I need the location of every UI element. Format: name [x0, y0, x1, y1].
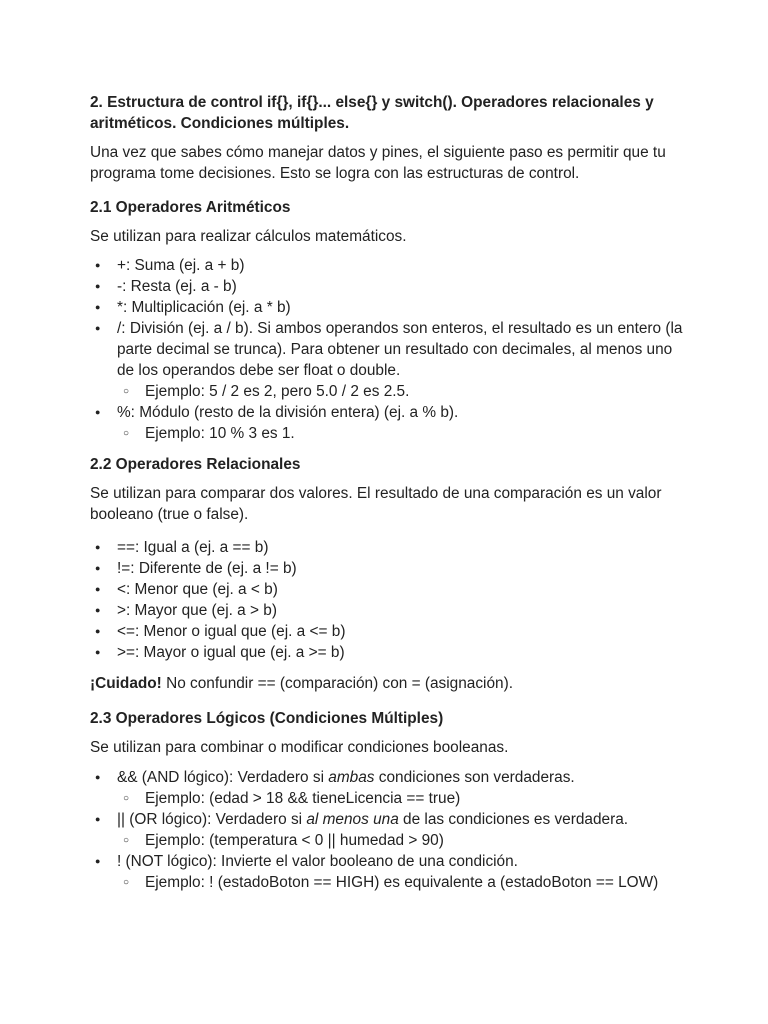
sub-list-item: ○ Ejemplo: ! (estadoBoton == HIGH) es equivalente a (estadoBoton == LOW) — [117, 872, 690, 893]
list-item: ● *: Multiplicación (ej. a * b) — [90, 297, 690, 318]
sub-list-item: ○ Ejemplo: 10 % 3 es 1. — [117, 423, 690, 444]
list-item: ● <=: Menor o igual que (ej. a <= b) — [90, 621, 690, 642]
section-description-logical: Se utilizan para combinar o modificar condiciones booleanas. — [90, 739, 509, 756]
section-heading-arithmetic: 2.1 Operadores Aritméticos — [90, 199, 291, 216]
sub-list — [117, 872, 690, 893]
list-item: ● >: Mayor que (ej. a > b) — [90, 600, 690, 621]
list-item: ● >=: Mayor o igual que (ej. a >= b) — [90, 642, 690, 663]
sub-list-item: ○ Ejemplo: 5 / 2 es 2, pero 5.0 / 2 es 2.5. — [117, 381, 690, 402]
list-item: ● ! (NOT lógico): Invierte el valor booleano de una condición. ○ Ejemplo: ! (estadoBoton == HIGH) es equivalente a (estadoBoton == LOW) — [90, 851, 690, 893]
sub-list — [117, 423, 690, 444]
sub-list — [117, 830, 690, 851]
list-item: ● -: Resta (ej. a - b) — [90, 276, 690, 297]
sub-list — [117, 788, 690, 809]
relational-operator-list — [90, 537, 690, 663]
list-item: ● +: Suma (ej. a + b) — [90, 255, 690, 276]
warning-text: No confundir == (comparación) con = (asignación). — [161, 675, 513, 692]
section-heading-logical: 2.3 Operadores Lógicos (Condiciones Múltiples) — [90, 710, 444, 727]
sub-list-item: ○ Ejemplo: (edad > 18 && tieneLicencia == true) — [117, 788, 690, 809]
document-title: 2. Estructura de control if{}, if{}... else{} y switch(). Operadores relacionales y aritméticos. Condiciones múltiples. — [90, 94, 654, 132]
list-item: ● || (OR lógico): Verdadero si al menos una de las condiciones es verdadera. ○ Ejemplo: (temperatura < 0 || humedad > 90) — [90, 809, 690, 851]
section-description-relational: Se utilizan para comparar dos valores. El resultado de una comparación es un valor booleano (true o false). — [90, 485, 662, 523]
sub-list — [117, 381, 690, 402]
logical-operator-list — [90, 767, 690, 893]
section-description-arithmetic: Se utilizan para realizar cálculos matemáticos. — [90, 228, 407, 245]
warning-note — [90, 673, 690, 694]
list-item: ● /: División (ej. a / b). Si ambos operandos son enteros, el resultado es un entero (la parte decimal se trunca). Para obtener un resultado con decimales, al menos uno de los operandos debe ser float o double. ○ Ejemplo: 5 / 2 es 2, pero 5.0 / 2 es 2.5. — [90, 318, 690, 402]
list-item: ● %: Módulo (resto de la división entera) (ej. a % b). ○ Ejemplo: 10 % 3 es 1. — [90, 402, 690, 444]
section-heading-relational: 2.2 Operadores Relacionales — [90, 456, 301, 473]
list-item: ● <: Menor que (ej. a < b) — [90, 579, 690, 600]
list-item: ● ==: Igual a (ej. a == b) — [90, 537, 690, 558]
intro-paragraph: Una vez que sabes cómo manejar datos y pines, el siguiente paso es permitir que tu programa tome decisiones. Esto se logra con las estructuras de control. — [90, 144, 666, 182]
document-page — [90, 92, 690, 903]
list-item: ● !=: Diferente de (ej. a != b) — [90, 558, 690, 579]
arithmetic-operator-list — [90, 255, 690, 444]
list-item: ● && (AND lógico): Verdadero si ambas condiciones son verdaderas. ○ Ejemplo: (edad > 18 && tieneLicencia == true) — [90, 767, 690, 809]
warning-label: ¡Cuidado! — [90, 675, 162, 692]
sub-list-item: ○ Ejemplo: (temperatura < 0 || humedad > 90) — [117, 830, 690, 851]
